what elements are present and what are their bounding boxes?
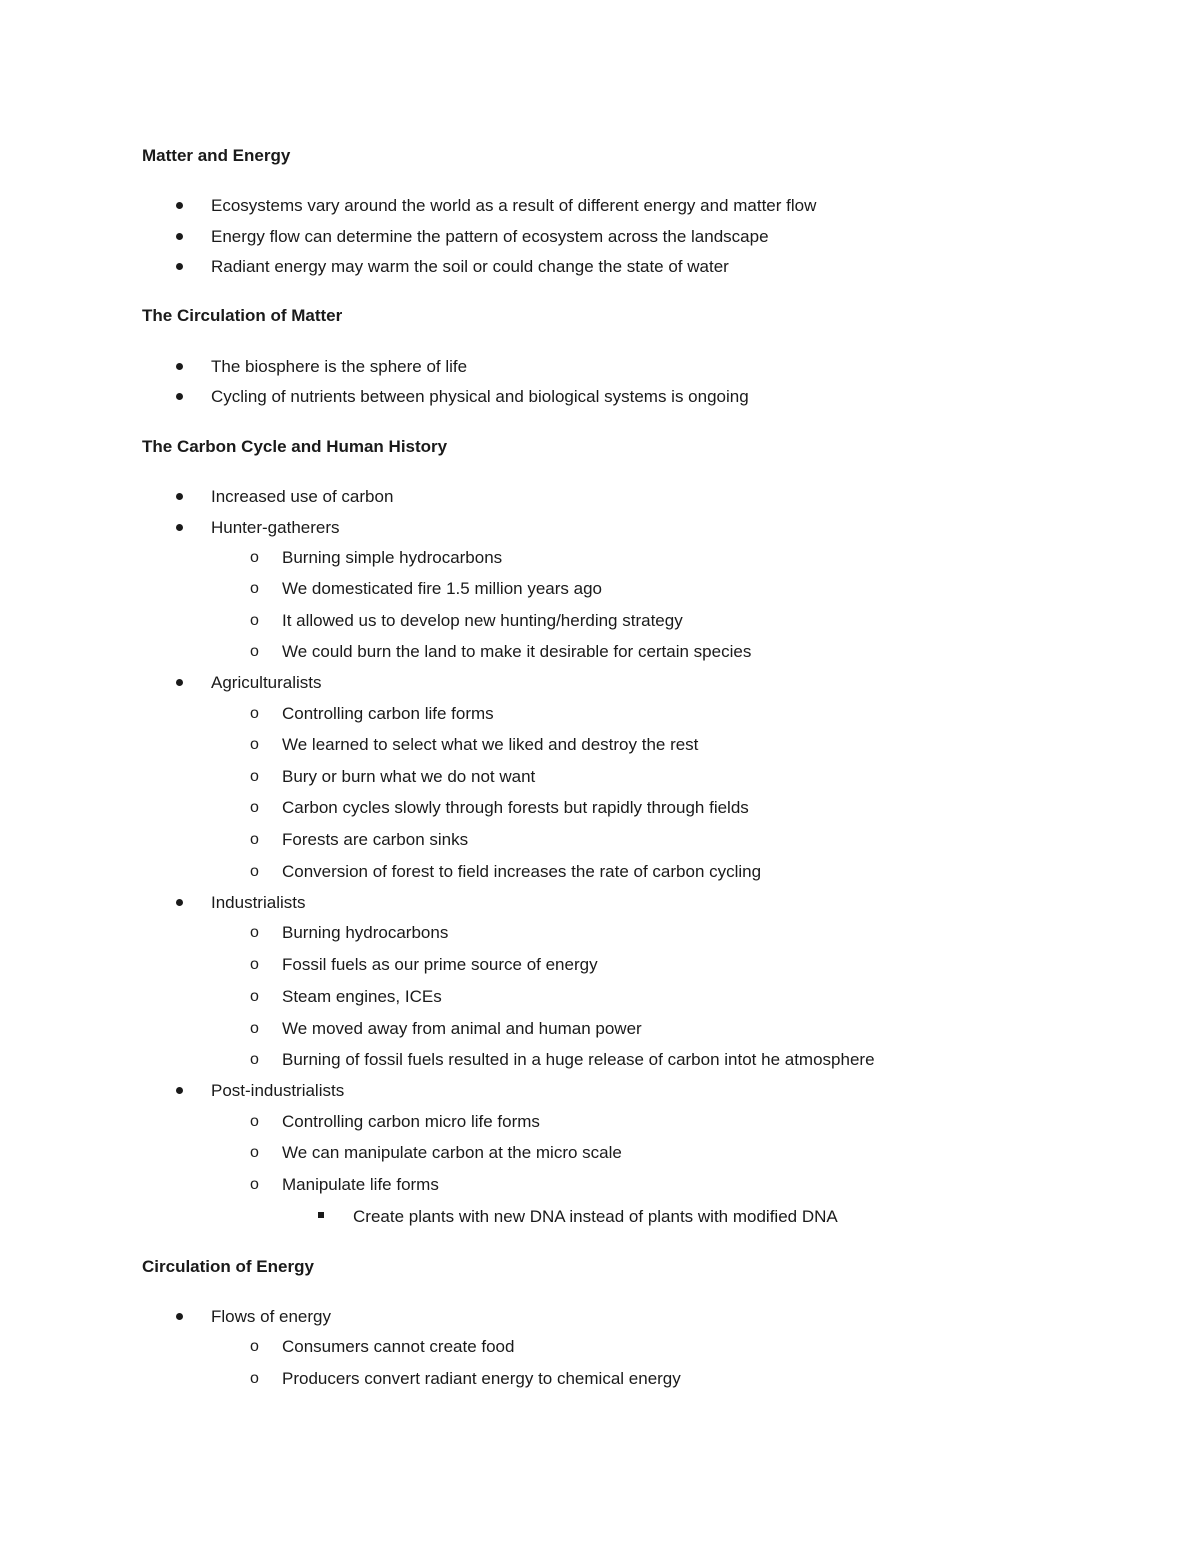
bullet-marker: [176, 1313, 183, 1320]
bullet-marker: [176, 1087, 183, 1094]
sub-list-item: Burning simple hydrocarbons: [282, 548, 503, 567]
sub-list-item: Conversion of forest to field increases the rate of carbon cycling: [282, 862, 762, 881]
sub-list-item: We domesticated fire 1.5 million years ago: [282, 579, 603, 598]
list-item: Cycling of nutrients between physical and biological systems is ongoing: [211, 387, 749, 406]
sub-sub-bullet-marker: [318, 1212, 324, 1218]
sub-bullet-marker: o: [250, 924, 259, 941]
sub-bullet-marker: o: [250, 705, 259, 722]
sub-bullet-marker: o: [250, 612, 259, 629]
list-item: Hunter-gatherers: [211, 518, 340, 537]
bullet-marker: [176, 899, 183, 906]
list-item: Agriculturalists: [211, 673, 322, 692]
list-item: Energy flow can determine the pattern of ecosystem across the landscape: [211, 227, 769, 246]
list-item: The biosphere is the sphere of life: [211, 357, 468, 376]
sub-list-item: Consumers cannot create food: [282, 1337, 515, 1356]
bullet-marker: [176, 679, 183, 686]
sub-bullet-marker: o: [250, 831, 259, 848]
sub-list-item: Controlling carbon life forms: [282, 704, 494, 723]
sub-list-item: Fossil fuels as our prime source of energy: [282, 955, 598, 974]
list-item: Industrialists: [211, 893, 306, 912]
sub-bullet-marker: o: [250, 549, 259, 566]
sub-list-item: Manipulate life forms: [282, 1175, 439, 1194]
sub-bullet-marker: o: [250, 863, 259, 880]
sub-list-item: We moved away from animal and human power: [282, 1019, 642, 1038]
sub-list-item: Producers convert radiant energy to chemical energy: [282, 1369, 681, 1388]
sub-bullet-marker: o: [250, 988, 259, 1005]
sub-bullet-marker: o: [250, 580, 259, 597]
sub-list-item: Burning hydrocarbons: [282, 923, 449, 942]
sub-bullet-marker: o: [250, 1338, 259, 1355]
sub-bullet-marker: o: [250, 799, 259, 816]
bullet-marker: [176, 363, 183, 370]
sub-bullet-marker: o: [250, 1144, 259, 1161]
sub-bullet-marker: o: [250, 1051, 259, 1068]
sub-list-item: Carbon cycles slowly through forests but rapidly through fields: [282, 798, 749, 817]
list-item: Ecosystems vary around the world as a result of different energy and matter flow: [211, 196, 817, 215]
sub-list-item: It allowed us to develop new hunting/herding strategy: [282, 611, 683, 630]
sub-list-item: Controlling carbon micro life forms: [282, 1112, 540, 1131]
sub-bullet-marker: o: [250, 1176, 259, 1193]
sub-sub-list-item: Create plants with new DNA instead of plants with modified DNA: [353, 1207, 838, 1226]
bullet-marker: [176, 524, 183, 531]
sub-list-item: Burning of fossil fuels resulted in a huge release of carbon intot he atmosphere: [282, 1050, 875, 1069]
sub-list-item: We could burn the land to make it desirable for certain species: [282, 642, 752, 661]
bullet-marker: [176, 202, 183, 209]
bullet-marker: [176, 263, 183, 270]
sub-list-item: We can manipulate carbon at the micro scale: [282, 1143, 622, 1162]
sub-list-item: Steam engines, ICEs: [282, 987, 442, 1006]
sub-bullet-marker: o: [250, 1370, 259, 1387]
list-item: Post-industrialists: [211, 1081, 345, 1100]
sub-bullet-marker: o: [250, 1020, 259, 1037]
bullet-marker: [176, 393, 183, 400]
sub-bullet-marker: o: [250, 736, 259, 753]
section-heading: The Circulation of Matter: [142, 306, 343, 325]
list-item: Increased use of carbon: [211, 487, 394, 506]
sub-bullet-marker: o: [250, 768, 259, 785]
sub-list-item: Bury or burn what we do not want: [282, 767, 536, 786]
sub-list-item: We learned to select what we liked and destroy the rest: [282, 735, 699, 754]
sub-bullet-marker: o: [250, 1113, 259, 1130]
bullet-marker: [176, 493, 183, 500]
sub-bullet-marker: o: [250, 956, 259, 973]
bullet-marker: [176, 233, 183, 240]
sub-bullet-marker: o: [250, 643, 259, 660]
sub-list-item: Forests are carbon sinks: [282, 830, 469, 849]
section-heading: Circulation of Energy: [142, 1257, 314, 1276]
section-heading: Matter and Energy: [142, 146, 291, 165]
list-item: Radiant energy may warm the soil or could change the state of water: [211, 257, 729, 276]
list-item: Flows of energy: [211, 1307, 331, 1326]
section-heading: The Carbon Cycle and Human History: [142, 437, 448, 456]
